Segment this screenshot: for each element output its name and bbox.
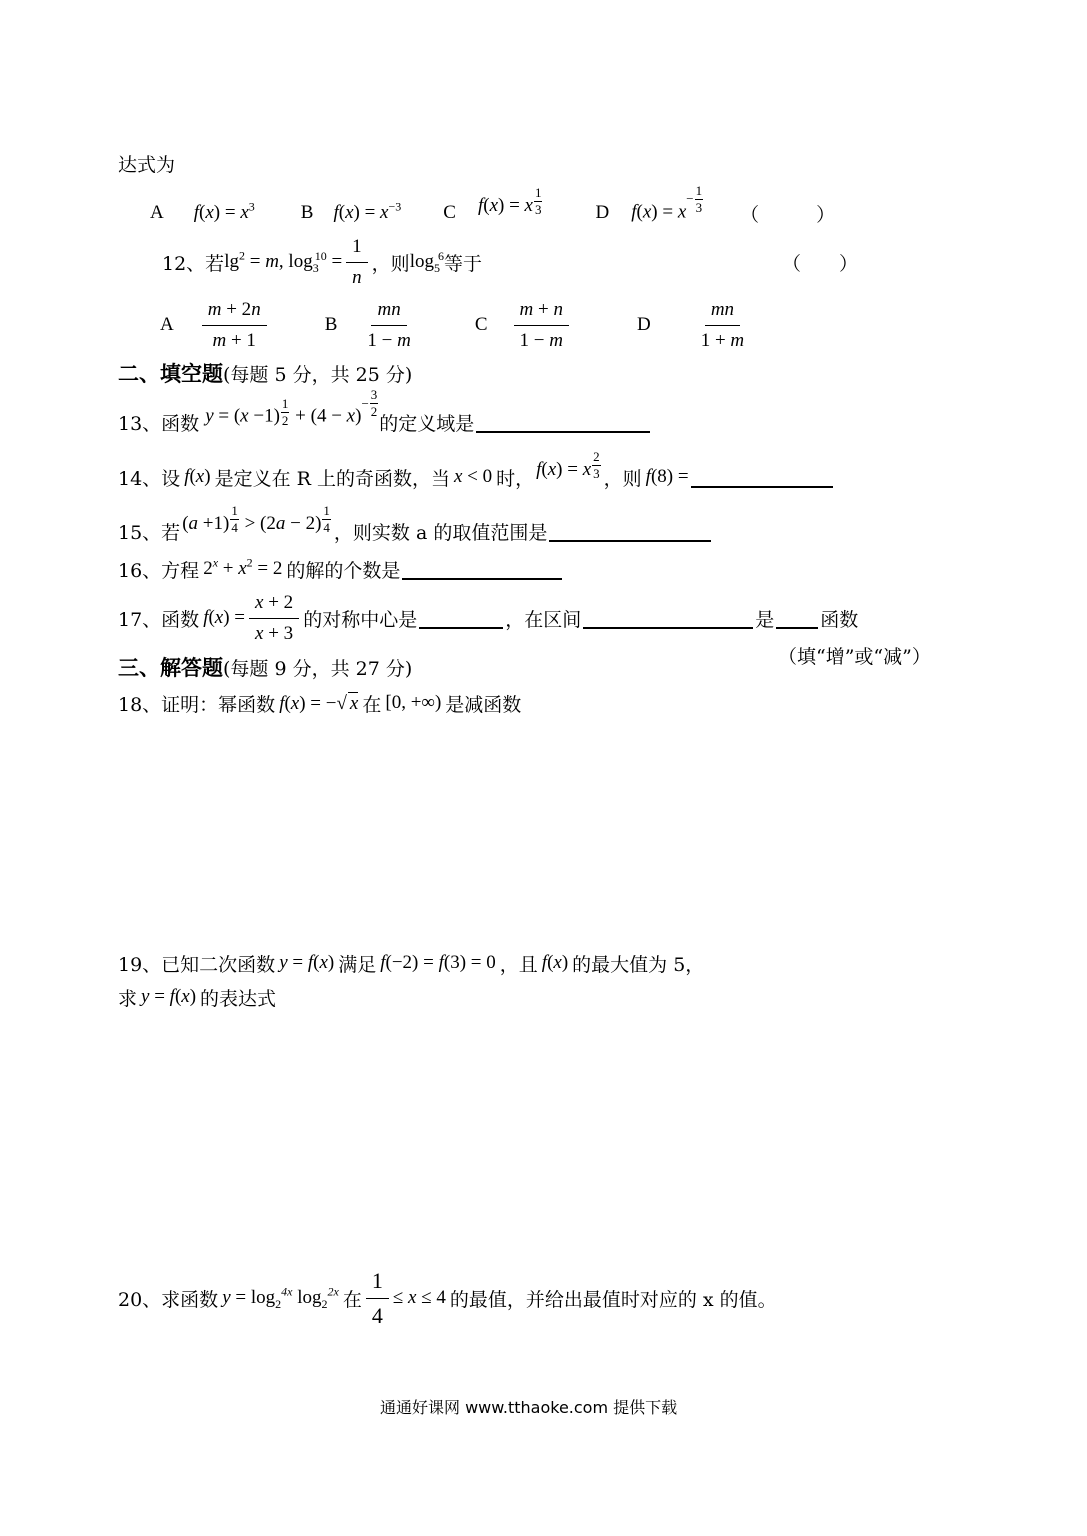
q12-option-a-label: A xyxy=(160,314,174,335)
q13-function: y = (x −1) $\frac{1}{2}$ + (4 − x)− $\frac{3}{2}$ xyxy=(205,387,378,428)
q12-number: 12、若 xyxy=(162,252,225,275)
q20-range: ≤ x ≤ 4 xyxy=(392,1287,446,1308)
q11-option-d: f(x) = x− $\frac{1}{3}$ xyxy=(631,182,703,222)
q12-option-a: $\frac{m + 2n}{m + 1}$ xyxy=(202,299,267,352)
q15 xyxy=(118,502,713,556)
q14-condition: x < 0 xyxy=(453,466,493,487)
q16-equation: $2^x + x^2 = 2$ xyxy=(203,555,283,579)
q11-text: 达式为 xyxy=(118,154,176,176)
q13-answer-blank[interactable] xyxy=(476,411,650,433)
section-3-title: 三、解答题 xyxy=(118,655,223,680)
q17 xyxy=(118,588,858,648)
footer-text: 通通好课网 www.tthaoke.com 提供下载 xyxy=(380,1398,678,1417)
q16-number: 16、方程 xyxy=(118,559,200,582)
q12-fraction: $\frac{1}{n}$ xyxy=(346,236,368,289)
q14-mid2: 时， xyxy=(496,467,535,490)
q18-interval: [0, +∞) xyxy=(385,692,442,713)
q18-number: 18、证明：幂函数 xyxy=(118,693,276,716)
q17-mid3: 是 xyxy=(755,608,775,631)
q16-tail: 的解的个数是 xyxy=(286,559,401,582)
q14-mid1: 是定义在 R 上的奇函数，当 xyxy=(214,467,450,490)
q17-number: 17、函数 xyxy=(118,608,200,631)
q19-text-4: 的最大值为 5， xyxy=(572,953,705,976)
section-2-title: 二、填空题 xyxy=(118,361,223,386)
q16 xyxy=(118,554,564,584)
q11-option-d-label: D xyxy=(595,202,610,223)
q17-fx: f(x) = xyxy=(203,607,246,628)
q17-interval-blank[interactable] xyxy=(583,607,753,629)
q12-option-c: $\frac{m + n}{1 - m}$ xyxy=(514,299,569,352)
section-3-note: (每题 9 分，共 27 分) xyxy=(223,657,413,680)
footer xyxy=(380,1395,677,1418)
q18-tail: 是减函数 xyxy=(445,693,522,716)
q15-answer-blank[interactable] xyxy=(549,520,711,542)
q11-option-a-label: A xyxy=(150,202,164,223)
q19-line1 xyxy=(118,948,704,978)
q17-center-blank[interactable] xyxy=(419,607,503,629)
q19-roots: f(−2) = f(3) = 0 xyxy=(380,952,496,973)
q13-number: 13、函数 xyxy=(118,412,200,435)
q20-number: 20、求函数 xyxy=(118,1288,219,1311)
q12-option-d-label: D xyxy=(636,314,651,335)
q15-tail: ，则实数 a 的取值范围是 xyxy=(333,521,548,544)
q12-options xyxy=(160,294,754,356)
q19-function: y = f(x) xyxy=(279,952,335,973)
q17-fraction: $\frac{x + 2}{x + 3}$ xyxy=(249,592,299,645)
q20 xyxy=(118,1266,777,1330)
q12-log: $\log_5^6$ xyxy=(409,248,444,275)
q12-option-b-label: B xyxy=(324,314,338,335)
q12-equals-text: 等于 xyxy=(443,252,482,275)
q12-condition: $\lg^2 = m$, $\log_3^{10}$ = xyxy=(224,248,343,275)
q14-answer-blank[interactable] xyxy=(691,466,833,488)
q19-text-3: ，且 xyxy=(499,953,538,976)
q19-function-2: y = f(x) xyxy=(141,986,197,1007)
q20-mid: 在 xyxy=(342,1288,362,1311)
q15-inequality: (a +1) $\frac{1}{4}$ > (2a − 2) $\frac{1}{4}$ xyxy=(182,502,330,535)
q11-option-c-label: C xyxy=(443,202,456,223)
q20-lower-bound: $\frac{1}{4}$ xyxy=(366,1268,389,1329)
q19-text-6: 的表达式 xyxy=(200,987,277,1010)
q12-option-b: $\frac{mn}{1 - m}$ xyxy=(367,298,411,351)
q13-tail: 的定义域是 xyxy=(379,412,475,435)
q15-number: 15、若 xyxy=(118,521,181,544)
q18-function: f(x) = −√ x xyxy=(279,692,359,714)
q11-option-b: $f(x) = x^{-3}$ xyxy=(333,199,402,223)
q11-option-a: $f(x) = x^3$ xyxy=(193,199,255,223)
q11-answer-bracket: （ ） xyxy=(740,204,836,226)
q13 xyxy=(118,387,652,448)
q11-option-b-label: B xyxy=(300,202,314,223)
section-2-heading xyxy=(118,358,412,388)
q12-answer-bracket: （ ） xyxy=(781,253,858,275)
q17-hint: （填“增”或“减”） xyxy=(778,646,931,668)
q12-option-c-label: C xyxy=(474,314,488,335)
q19-fx: f(x) xyxy=(541,952,569,973)
q18-mid: 在 xyxy=(362,693,382,716)
q14-definition: f(x) = x $\frac{2}{3}$ xyxy=(536,448,600,481)
q17-hint-line xyxy=(778,642,931,669)
q14 xyxy=(118,448,835,502)
q12-stem xyxy=(162,236,858,288)
q14-fx: f(x) xyxy=(184,466,211,487)
section-3-heading xyxy=(118,652,412,682)
q20-tail: 的最值，并给出最值时对应的 x 的值。 xyxy=(449,1288,777,1311)
q17-tail: 函数 xyxy=(820,608,859,631)
q18 xyxy=(118,688,521,718)
section-2-note: (每题 5 分，共 25 分) xyxy=(223,363,413,386)
q14-f8: f(8) = xyxy=(645,466,689,487)
q17-mid2: ，在区间 xyxy=(505,608,582,631)
q20-function: $y = \log_2^{4x} \log_2^{2x}$ xyxy=(222,1284,339,1311)
q11-option-c: f(x) = x $\frac{1}{3}$ xyxy=(477,184,542,217)
q19-text-1: 19、已知二次函数 xyxy=(118,953,276,976)
q17-monotonic-blank[interactable] xyxy=(776,607,818,629)
q19-text-5: 求 xyxy=(118,987,138,1010)
q14-number: 14、设 xyxy=(118,467,181,490)
q19-text-2: 满足 xyxy=(338,953,377,976)
q19-line2 xyxy=(118,982,276,1012)
q16-answer-blank[interactable] xyxy=(402,558,562,580)
q17-mid: 的对称中心是 xyxy=(303,608,418,631)
q12-then: ，则 xyxy=(371,252,410,275)
q11-continuation xyxy=(118,150,175,177)
q14-mid3: ，则 xyxy=(603,467,642,490)
q12-option-d: $\frac{mn}{1 + m}$ xyxy=(700,298,745,351)
q11-options xyxy=(150,182,836,228)
